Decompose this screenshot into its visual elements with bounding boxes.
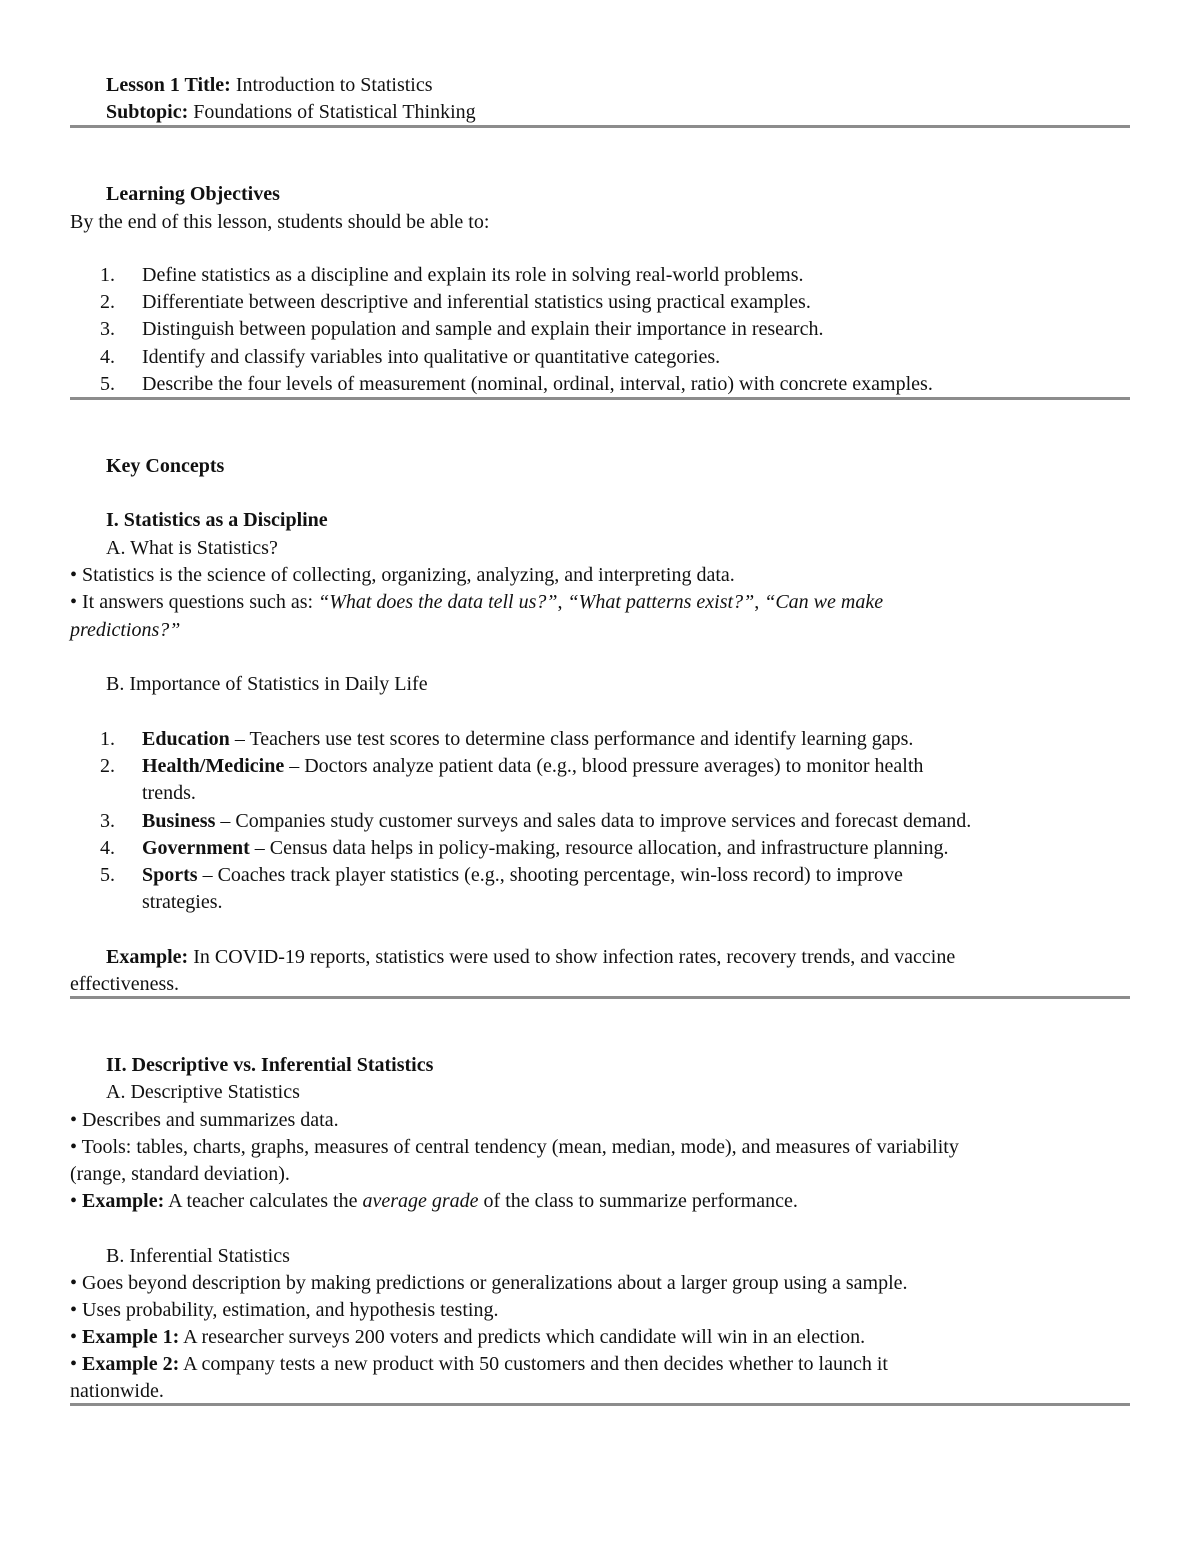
list-item-text: – Doctors analyze patient data (e.g., blood pressure averages) to monitor health — [284, 755, 924, 777]
list-item-label: Sports — [142, 864, 198, 886]
list-item: Differentiate between descriptive and inferential statistics using practical examples. — [142, 291, 811, 313]
list-number: 5. — [100, 864, 115, 886]
bullet: • — [70, 1190, 83, 1212]
bullet-continuation: (range, standard deviation). — [70, 1163, 290, 1185]
list-item-continuation: strategies. — [142, 891, 223, 913]
list-item: Identify and classify variables into qualitative or quantitative categories. — [142, 346, 721, 368]
question-quote: “What patterns exist?” — [567, 591, 755, 613]
question-quote: “What does the data tell us?” — [318, 591, 558, 613]
list-item-continuation: trends. — [142, 782, 196, 804]
bullet-item: • Goes beyond description by making predictions or generalizations about a larger group using a sample. — [70, 1272, 908, 1294]
list-item-label: Health/Medicine — [142, 755, 285, 777]
question-quote: predictions?” — [70, 619, 181, 641]
section2-sub-a: A. Descriptive Statistics — [106, 1081, 300, 1103]
divider — [70, 125, 1130, 128]
bullet-item: • Describes and summarizes data. — [70, 1109, 339, 1131]
example-label: Example: — [82, 1190, 165, 1212]
section1-sub-a: A. What is Statistics? — [106, 537, 278, 559]
list-item-text: – Companies study customer surveys and sales data to improve services and forecast demand. — [215, 810, 972, 832]
example-text: A researcher surveys 200 voters and predicts which candidate will win in an election. — [179, 1326, 866, 1348]
bullet-item: • Statistics is the science of collecting, organizing, analyzing, and interpreting data. — [70, 564, 735, 586]
list-item-label: Business — [142, 810, 216, 832]
list-item: Describe the four levels of measurement (nominal, ordinal, interval, ratio) with concrete examples. — [142, 373, 933, 395]
bullet: • — [70, 1353, 83, 1375]
section1-heading-text: I. Statistics as a Discipline — [106, 509, 328, 531]
separator: , — [754, 591, 765, 613]
list-item — [142, 753, 923, 780]
list-number: 4. — [100, 346, 115, 368]
example-label: Example 2: — [82, 1353, 180, 1375]
divider — [70, 996, 1130, 999]
bullet-item — [70, 589, 883, 616]
divider — [70, 397, 1130, 400]
list-item-text: – Coaches track player statistics (e.g., shooting percentage, win-loss record) to improve — [197, 864, 903, 886]
subtopic-line — [106, 99, 476, 126]
objectives-heading-text: Learning Objectives — [106, 183, 280, 205]
list-item-text: – Census data helps in policy-making, resource allocation, and infrastructure planning. — [249, 837, 949, 859]
section1-heading — [106, 507, 328, 534]
section2-heading-text: II. Descriptive vs. Inferential Statistics — [106, 1054, 434, 1076]
key-concepts-heading-text: Key Concepts — [106, 455, 225, 477]
example-emphasis: average grade — [362, 1190, 479, 1212]
list-item — [142, 835, 948, 862]
example-label: Example: — [106, 946, 189, 968]
list-number: 1. — [100, 264, 115, 286]
example-text: A teacher calculates the — [164, 1190, 363, 1212]
bullet: • — [70, 1326, 83, 1348]
lesson-title: Introduction to Statistics — [230, 74, 433, 96]
example-text: In COVID-19 reports, statistics were used to show infection rates, recovery trends, and vaccine — [188, 946, 956, 968]
list-item — [142, 808, 971, 835]
list-item-label: Education — [142, 728, 230, 750]
list-number: 2. — [100, 755, 115, 777]
lesson-title-label: Lesson 1 Title: — [106, 74, 231, 96]
bullet-item — [70, 1188, 798, 1215]
section2-heading — [106, 1052, 433, 1079]
objectives-intro: By the end of this lesson, students should be able to: — [70, 211, 490, 233]
list-item-label: Government — [142, 837, 250, 859]
example-text: A company tests a new product with 50 customers and then decides whether to launch it — [179, 1353, 888, 1375]
list-number: 3. — [100, 318, 115, 340]
bullet-item: • Uses probability, estimation, and hypothesis testing. — [70, 1299, 499, 1321]
section2-sub-b: B. Inferential Statistics — [106, 1245, 290, 1267]
bullet-item — [70, 1351, 888, 1378]
list-item: Distinguish between population and sample and explain their importance in research. — [142, 318, 824, 340]
bullet-continuation — [70, 617, 180, 644]
section1-sub-b: B. Importance of Statistics in Daily Life — [106, 673, 428, 695]
bullet-continuation: nationwide. — [70, 1380, 164, 1402]
subtopic-title: Foundations of Statistical Thinking — [188, 101, 476, 123]
list-number: 4. — [100, 837, 115, 859]
list-item: Define statistics as a discipline and explain its role in solving real-world problems. — [142, 264, 804, 286]
list-number: 5. — [100, 373, 115, 395]
lesson-title-line — [106, 72, 433, 99]
key-concepts-heading — [106, 453, 224, 480]
example-text: of the class to summarize performance. — [478, 1190, 798, 1212]
separator: , — [557, 591, 568, 613]
example-continuation: effectiveness. — [70, 973, 180, 995]
objectives-heading — [106, 181, 280, 208]
list-item-text: – Teachers use test scores to determine class performance and identify learning gaps. — [229, 728, 914, 750]
divider — [70, 1403, 1130, 1406]
list-number: 3. — [100, 810, 115, 832]
bullet-prefix: • It answers questions such as: — [70, 591, 319, 613]
bullet-item — [70, 1324, 865, 1351]
list-item — [142, 862, 903, 889]
list-number: 1. — [100, 728, 115, 750]
list-number: 2. — [100, 291, 115, 313]
example-line — [106, 944, 955, 971]
example-label: Example 1: — [82, 1326, 180, 1348]
list-item — [142, 726, 913, 753]
question-quote: “Can we make — [764, 591, 884, 613]
subtopic-label: Subtopic: — [106, 101, 189, 123]
bullet-item: • Tools: tables, charts, graphs, measures of central tendency (mean, median, mode), and measures of variability — [70, 1136, 959, 1158]
